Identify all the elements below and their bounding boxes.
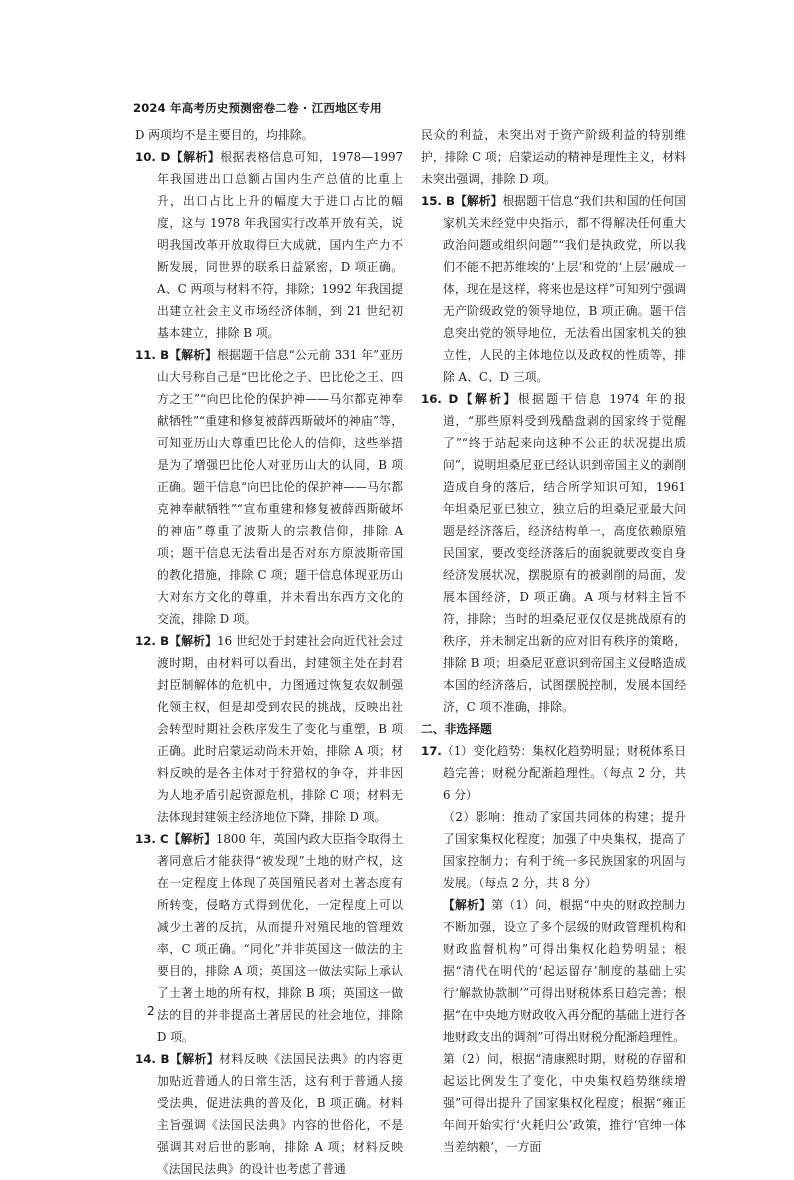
- analysis-tag: 【解析】: [170, 150, 221, 164]
- item-text: 根据题干信息“我们共和国的任何国家机关未经党中央指示，都不得解决任何重大政治问题或组织问题”“我们是执政党，所以我们不能不把苏维埃的‘上层’和党的‘上层’融成一体，现在是这样，将来也是这样”可知列宁强调无产阶级政党的领导地位，B 项正确。题干信息突出党的领导地位，无法看出国家机关的独立性，人民的主体地位以及政权的性质等，排除 A、C、D 三项。: [443, 194, 686, 384]
- paragraph-continuation: 民众的利益，未突出对于资产阶级利益的特别维护，排除 C 项；启蒙运动的精神是理性主义，材料未突出强调，排除 D 项。: [421, 128, 686, 186]
- item-number: 16. D: [421, 392, 459, 406]
- item-text: 1800 年，英国内政大臣指令取得土著同意后才能获得“被发现”土地的财产权，这在一定程度上体现了英国殖民者对土著态度有所转变，侵略方式得到优化，一定程度上可以减少土著的反抗，从而提升对殖民地的管理效率，C 项正确。“同化”并非英国这一做法的主要目的，排除 A 项；英国这一做法实际上承认了土著土地的所有权，排除 B 项；英国这一做法的目的并非提高土著居民的社会地位，排除 D 项。: [157, 832, 404, 1044]
- item-number: 10. D: [135, 150, 171, 164]
- item-number: 13. C: [135, 832, 169, 846]
- analysis-tag: 【解析】: [443, 898, 492, 912]
- analysis-text: 第（1）问，根据“中央的财政控制力不断加强，设立了多个层级的财政管理机构和财政监督机构”可得出集权化趋势明显；根据“清代在明代的‘起运留存’制度的基础上实行‘解款协款制’”可得出财税体系日趋完善；根据“在中央地方财政收入再分配的基础上进行各地财政支出的调剂”可得出财税分配渐趋理性。: [443, 898, 686, 1044]
- answer-item-13: [135, 828, 403, 1048]
- page-number: 2: [147, 1004, 155, 1018]
- item-number: 12. B: [135, 634, 170, 648]
- answer-item-15: [421, 190, 686, 388]
- analysis-tag: 【解析】: [455, 194, 503, 208]
- analysis-paragraph-2: 第（2）问，根据“清康熙时期，财税的存留和起运比例发生了变化，中央集权趋势继续增强”可得出提升了国家集权化程度；根据“雍正年间开始实行‘火耗归公’政策，推行‘官绅一体当差纳粮’，一方面: [443, 1052, 686, 1154]
- item-text: 根据题干信息“公元前 331 年”亚历山大号称自己是“巴比伦之子、巴比伦之王、四方之王”“向巴比伦的保护神——马尔都克神奉献牺牲”“重建和修复被薛西斯破坏的神庙”等，可知亚历山大尊重巴比伦人的信仰，这些举措是为了增强巴比伦人对亚历山大的认同，B 项正确。题干信息“向巴比伦的保护神——马尔都克神奉献牺牲”“宣布重建和修复被薛西斯破坏的神庙”尊重了波斯人的宗教信仰，排除 A 项；题干信息无法看出是否对东方原波斯帝国的教化措施，排除 C 项；题干信息体现亚历山大对东方文化的尊重，并未看出东西方文化的交流，排除 D 项。: [157, 348, 403, 626]
- page-header: 2024 年高考历史预测密卷二卷 · 江西地区专用: [133, 101, 382, 115]
- item-number: 14. B: [135, 1052, 170, 1066]
- analysis-paragraph-1: [421, 894, 686, 1048]
- item-text: 根据表格信息可知，1978—1997 年我国进出口总额占国内生产总值的比重上升，出口占比上升的幅度大于进口占比的幅度，这与 1978 年我国实行改革开放有关，说明我国改革开放取得巨大成就，国内生产力不断发展，同世界的联系日益紧密，D 项正确。A、C 两项与材料不符，排除；1992 年我国提出建立社会主义市场经济体制，到 21 世纪初基本建立，排除 B 项。: [157, 150, 403, 340]
- answer-item-11: [135, 344, 403, 630]
- paragraph-continuation: D 两项均不是主要目的，均排除。: [135, 128, 314, 142]
- analysis-tag: 【解析】: [169, 1052, 220, 1066]
- answer-item-12: [135, 630, 403, 828]
- item-number: 11. B: [135, 348, 170, 362]
- answer-item-10: [135, 146, 403, 344]
- item-text: 16 世纪处于封建社会向近代社会过渡时期，由材料可以看出，封建领主处在封君封臣制解体的危机中，力图通过恢复农奴制强化领主权，但是却受到农民的挑战，反映出社会转型时期社会秩序发生了变化与重塑，B 项正确。此时启蒙运动尚未开始，排除 A 项；材料反映的是各主体对于狩猎权的争夺，并非因为人地矛盾引起资源危机，排除 C 项；材料无法体现封建领主经济地位下降，排除 D 项。: [157, 634, 403, 824]
- item-text: 材料反映《法国民法典》的内容更加贴近普通人的日常生活，这有利于普通人接受法典，促进法典的普及化，B 项正确。材料主旨强调《法国民法典》内容的世俗化，不是强调其对后世的影响，排除 A 项；材料反映《法国民法典》的设计也考虑了普通: [157, 1052, 403, 1176]
- item-text: 根据题干信息 1974 年的报道，“那些原料受到残酷盘剥的国家终于觉醒了”“终于站起来向这种不公正的状况提出质问”，说明坦桑尼亚已经认识到帝国主义的剥削造成自身的落后，结合所学知识可知，1961 年坦桑尼亚已独立，独立后的坦桑尼亚最大问题是经济落后，经济结构单一，高度依赖原殖民国家，要改变经济落后的面貌就要改变自身经济发展状况，摆脱原有的被剥削的局面，发展本国经济，D 项正确。A 项与材料主旨不符，排除；当时的坦桑尼亚仅仅是挑战原有的秩序，并未制定出新的应对旧有秩序的策略，排除 B 项；坦桑尼亚意识到帝国主义侵略造成本国的经济落后，试图摆脱控制，发展本国经济，C 项不准确，排除。: [443, 392, 686, 714]
- analysis-tag: 【解析】: [168, 832, 216, 846]
- answer-item-14: [135, 1048, 403, 1180]
- answer-part-2: （2）影响：推动了家国共同体的构建；提升了国家集权化程度；加强了中央集权，提高了国家控制力；有利于统一多民族国家的巩固与发展。（每点 2 分，共 8 分）: [443, 810, 686, 890]
- analysis-tag: 【解析】: [169, 634, 218, 648]
- left-column: [135, 124, 403, 1180]
- item-number: 15. B: [421, 194, 456, 208]
- answer-item-17: [421, 740, 686, 806]
- analysis-tag: 【解析】: [458, 392, 518, 406]
- item-number: 17.: [421, 744, 442, 758]
- analysis-tag: 【解析】: [169, 348, 218, 362]
- answer-item-16: [421, 388, 686, 718]
- right-column: [421, 124, 686, 1158]
- section-heading: 二、非选择题: [421, 722, 492, 736]
- answer-part-1: （1）变化趋势：集权化趋势明显；财税体系日趋完善；财税分配渐趋理性。（每点 2 分，共 6 分）: [441, 744, 686, 802]
